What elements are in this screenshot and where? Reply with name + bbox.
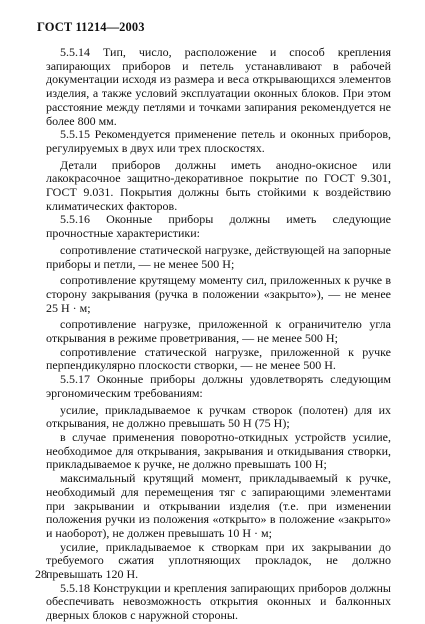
page-number: 28 bbox=[35, 567, 47, 581]
list-item-opening-force: усилие, прикладываемое к ручкам створок (полотен) для их открывания, не должно превышать 50 Н (75 Н); bbox=[46, 402, 391, 431]
list-item-max-torque: максимальный крутящий момент, прикладываемый к ручке, необходимый для перемещения тяг с запирающими элементами при закрывании и открывании изделия (т.е. при изменении положения ручки из положения «открыто» в положение «закрыто» и наоборот), не должен превышать 10 Н · м; bbox=[46, 471, 391, 540]
list-item-closing-force: усилие, прикладываемое к створкам при их закрывании до требуемого сжатия уплотняющих прокладок, не должно превышать 120 Н. bbox=[46, 539, 391, 582]
paragraph-5-5-18: 5.5.18 Конструкции и крепления запирающих приборов должны обеспечивать невозможность открытия оконных и балконных дверных блоков с наружной стороны. bbox=[46, 580, 391, 623]
paragraph-5-5-16: 5.5.16 Оконные приборы должны иметь следующие прочностные характеристики: bbox=[46, 212, 391, 241]
list-item-tilt-turn-force: в случае применения поворотно-откидных устройств усилие, необходимое для открывания, закрывания и откидывания створки, прикладываемое к ручке, не должно превышать 100 Н; bbox=[46, 429, 391, 472]
paragraph-5-5-15: 5.5.15 Рекомендуется применение петель и оконных приборов, регулируемых в двух или трех плоскостях. bbox=[46, 127, 391, 155]
paragraph-5-5-14: 5.5.14 Тип, число, расположение и способ крепления запирающих приборов и петель устанавливают в рабочей документации исходя из размера и веса открывающихся элементов изделия, а также условий эксплуатации оконных блоков. При этом расстояние между петлями и точками запирания рекомендуется не более 800 мм. bbox=[46, 45, 391, 128]
document-body bbox=[46, 46, 391, 623]
list-item-limiter-load: сопротивление нагрузке, приложенной к ограничителю угла открывания в режиме проветривания, — не менее 500 Н; bbox=[46, 317, 391, 346]
list-item-handle-load: сопротивление статической нагрузке, приложенной к ручке перпендикулярно плоскости створки, — не менее 500 Н. bbox=[46, 344, 391, 373]
list-item-torque: сопротивление крутящему моменту сил, приложенных к ручке в сторону закрывания (ручка в положении «закрыто»), — не менее 25 Н · м; bbox=[46, 273, 391, 315]
paragraph-5-5-17: 5.5.17 Оконные приборы должны удовлетворять следующим эргономическим требованиям: bbox=[46, 372, 391, 400]
list-item-static-load: сопротивление статической нагрузке, действующей на запорные приборы и петли, — не менее 500 Н; bbox=[46, 242, 391, 271]
paragraph-coatings: Детали приборов должны иметь анодно-окисное или лакокрасочное защитно-декоративное покрытие по ГОСТ 9.301, ГОСТ 9.031. Покрытия должны быть стойкими к воздействию климатических факторов. bbox=[46, 157, 391, 213]
page-header: ГОСТ 11214—2003 bbox=[37, 20, 145, 34]
